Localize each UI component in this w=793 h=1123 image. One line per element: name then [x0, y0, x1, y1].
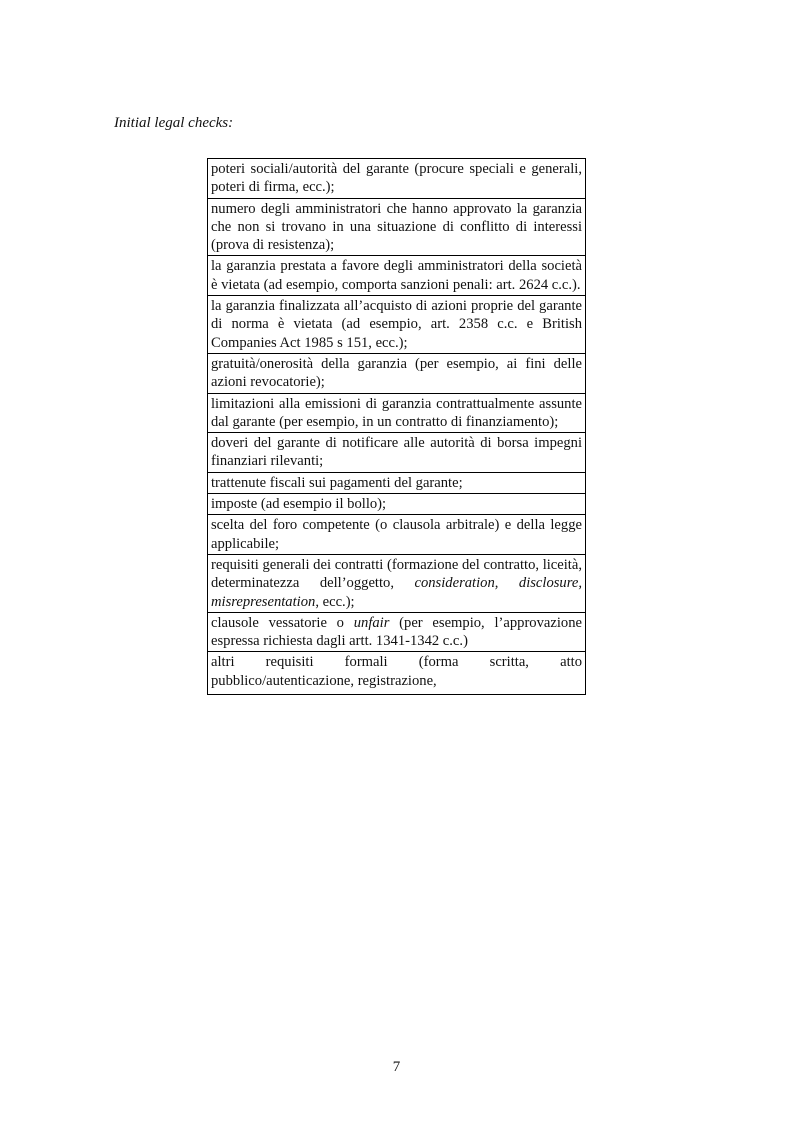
- table-row: [208, 612, 586, 652]
- check-item: trattenute fiscali sui pagamenti del garante;: [208, 472, 586, 493]
- check-item: numero degli amministratori che hanno approvato la garanzia che non si trovano in una situazione di conflitto di interessi (prova di resistenza);: [208, 198, 586, 256]
- check-text: altri requisiti formali (forma scritta, atto: [211, 654, 582, 671]
- legal-checks-table: [207, 158, 586, 695]
- table-row: [208, 433, 586, 473]
- table-row: [208, 554, 586, 612]
- check-item: gratuità/onerosità della garanzia (per esempio, ai fini delle azioni revocatorie);: [208, 353, 586, 393]
- table-row: [208, 515, 586, 555]
- table-row: [208, 296, 586, 354]
- check-item: la garanzia prestata a favore degli amministratori della società è vietata (ad esempio, comporta sanzioni penali: art. 2624 c.c.).: [208, 256, 586, 296]
- check-text: (per esempio, l’approvazione espressa richiesta dagli artt. 1341-1342 c.c.): [211, 614, 582, 650]
- table-row: [208, 353, 586, 393]
- check-text: pubblico/autenticazione, registrazione,: [211, 672, 437, 689]
- check-item: [208, 554, 586, 612]
- check-item: imposte (ad esempio il bollo);: [208, 494, 586, 515]
- check-item: [208, 652, 586, 695]
- check-item: [208, 612, 586, 652]
- check-text: requisiti generali dei contratti (formazione del contratto, liceità, determinatezza dell’oggetto,: [211, 556, 582, 592]
- check-item: doveri del garante di notificare alle autorità di borsa impegni finanziari rilevanti;: [208, 433, 586, 473]
- table-row: [208, 652, 586, 695]
- check-item: limitazioni alla emissioni di garanzia contrattualmente assunte dal garante (per esempio, in un contratto di finanziamento);: [208, 393, 586, 433]
- table-row: [208, 393, 586, 433]
- table-row: [208, 472, 586, 493]
- table-row: [208, 494, 586, 515]
- check-text: , ecc.);: [315, 593, 355, 610]
- check-item: la garanzia finalizzata all’acquisto di azioni proprie del garante di norma è vietata (ad esempio, art. 2358 c.c. e British Companies Act 1985 s 151, ecc.);: [208, 296, 586, 354]
- check-text-italic: consideration, disclosure, misrepresentation: [211, 575, 582, 610]
- check-text-italic: unfair: [353, 614, 390, 631]
- check-text: clausole vessatorie o: [211, 614, 354, 631]
- table-row: [208, 159, 586, 199]
- section-heading: Initial legal checks:: [114, 115, 234, 131]
- check-item: scelta del foro competente (o clausola arbitrale) e della legge applicabile;: [208, 515, 586, 555]
- page-number: 7: [392, 1059, 401, 1075]
- table-row: [208, 198, 586, 256]
- check-item: poteri sociali/autorità del garante (procure speciali e generali, poteri di firma, ecc.);: [208, 159, 586, 199]
- table-row: [208, 256, 586, 296]
